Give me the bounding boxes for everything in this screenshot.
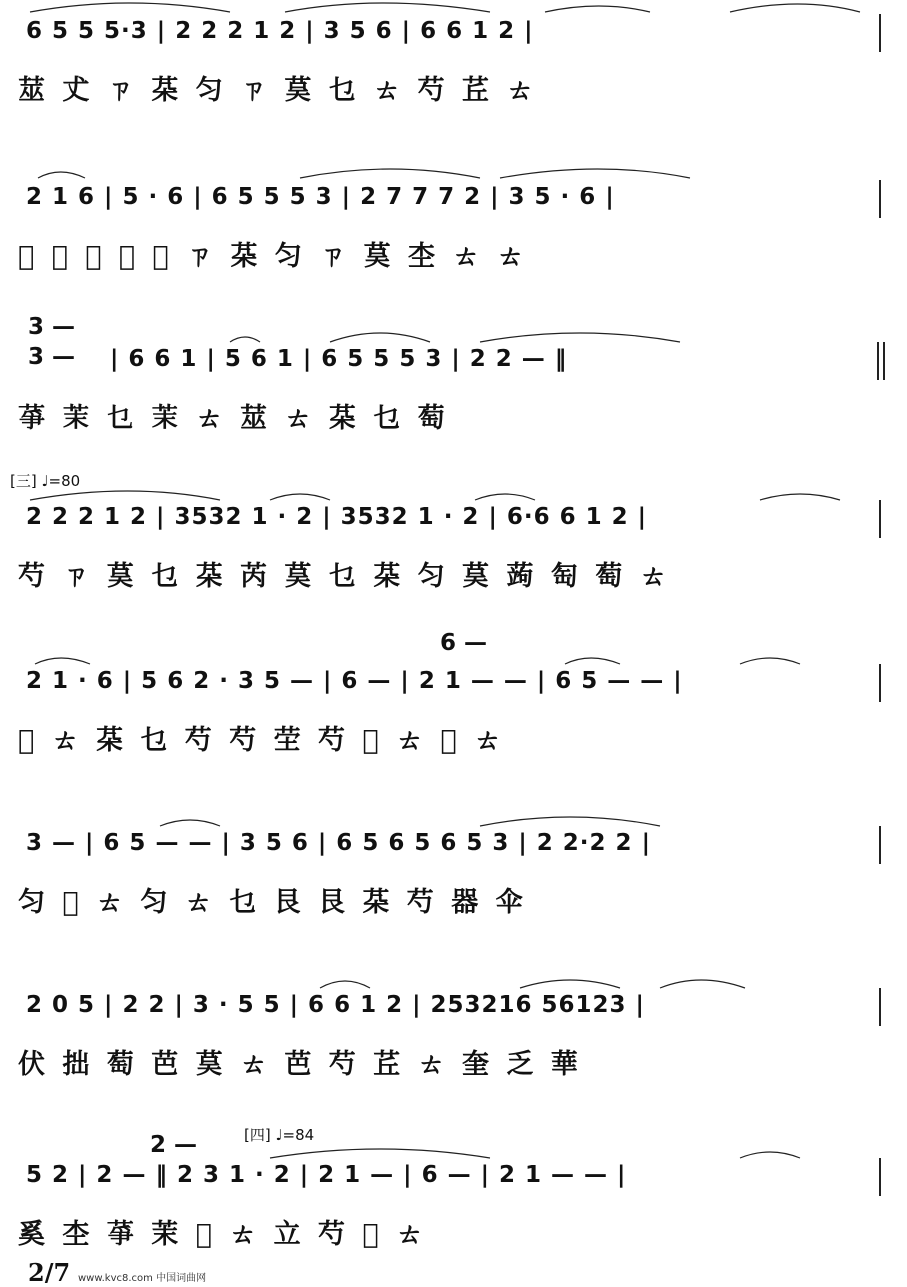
guqin-tablature-line: 𦱊 茉 乜 茉 ㄊ 莁 ㄊ 䒳 乜 萄 [18, 403, 449, 434]
jianpu-line: 5 2 | 2 — ‖ 2 3 1 · 2 | 2 1 — | 6 — | 2 1 — — | [26, 1162, 627, 1188]
guqin-tablature-line: 奚 杢 𦱊 茉 𦬒 ㄊ 立 芍 𦬒 ㄊ [18, 1219, 428, 1250]
guqin-tablature-line: 𦬒 ㄊ 䒳 乜 芍 芍 茔 芍 𦬒 ㄊ 𦬒 ㄊ [18, 725, 506, 756]
stacked-chord: 3 — 3 — [28, 314, 76, 370]
guqin-tablature-line: 匀 𦬒 ㄊ 匀 ㄊ 乜 艮 艮 䒳 芍 器 伞 [18, 887, 527, 918]
guqin-tablature-line: 伏 拙 萄 芭 茣 ㄊ 芭 芍 茊 ㄊ 奎 乏 華 [18, 1049, 582, 1080]
site-watermark: www.kvc8.com 中国词曲网 [78, 1273, 207, 1284]
page-number: 2/7 [28, 1258, 71, 1287]
jianpu-line: 2 2 2 1 2 | 3532 1 · 2 | 3532 1 · 2 | 6·6 6 1 2 | [26, 504, 648, 530]
jianpu-line: 3 — | 6 5 — — | 3 5 6 | 6 5 6 5 6 5 3 | 2 2·2 2 | [26, 830, 651, 856]
jianpu-line: 6 5 5 5·3 | 2 2 2 1 2 | 3 5 6 | 6 6 1 2 | [26, 18, 534, 44]
stacked-chord: 2 — [150, 1132, 198, 1158]
jianpu-line: 2 0 5 | 2 2 | 3 · 5 5 | 6 6 1 2 | 253216 56123 | [26, 992, 645, 1018]
jianpu-line: 2 1 · 6 | 5 6 2 · 3 5 — | 6 — | 2 1 — — | 6 5 — — | [26, 668, 683, 694]
guqin-tablature-line: 莁 𠀋 ㄗ 䒳 匀 ㄗ 茣 乜 ㄊ 芍 茊 ㄊ [18, 75, 538, 106]
stacked-chord: 6 — [440, 630, 488, 656]
jianpu-line: | 6 6 1 | 5 6 1 | 6 5 5 5 3 | 2 2 — ‖ [110, 346, 568, 372]
guqin-tablature-line: 芍 ㄗ 茣 乜 䒳 芮 茣 乜 䒳 匀 茣 蒟 匋 萄 ㄊ [18, 561, 671, 592]
rehearsal-mark: [三] ♩=80 [10, 472, 81, 490]
guqin-tablature-line: 𦬒 𦯖 苿 茍 𦬒 ㄗ 䒳 匀 ㄗ 茣 杢 ㄊ ㄊ [18, 241, 528, 272]
rehearsal-mark: [四] ♩=84 [244, 1126, 315, 1144]
jianpu-line: 2 1 6 | 5 · 6 | 6 5 5 5 3 | 2 7 7 7 2 | 3 5 · 6 | [26, 184, 615, 210]
